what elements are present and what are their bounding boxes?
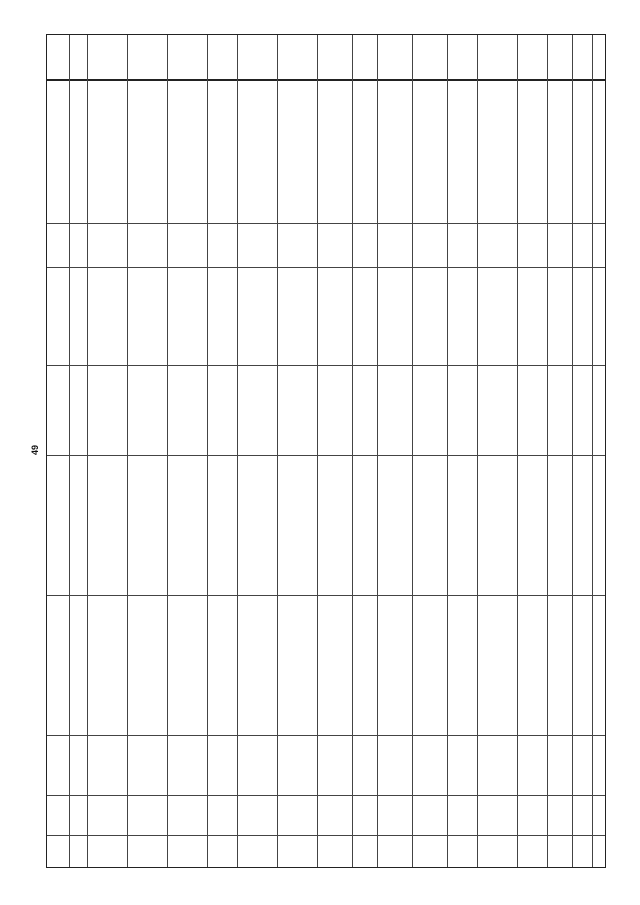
table-rule (207, 35, 208, 867)
table-rule (167, 35, 168, 867)
table-rule (477, 35, 478, 867)
table-rule (47, 79, 605, 81)
table-rule (47, 795, 605, 796)
table-rule (47, 835, 605, 836)
table-rule (447, 35, 448, 867)
table-rule (87, 35, 88, 867)
table-rule (517, 35, 518, 867)
table-rule (317, 35, 318, 867)
table-rule (377, 35, 378, 867)
table-rule (47, 735, 605, 736)
table-rule (47, 223, 605, 224)
table-rule (237, 35, 238, 867)
table-rule (47, 595, 605, 596)
table-rule (47, 267, 605, 268)
table-rule (277, 35, 278, 867)
table-rule (47, 365, 605, 366)
table-rule (127, 35, 128, 867)
table-rule (352, 35, 353, 867)
table-rule (592, 35, 593, 867)
data-table (46, 34, 606, 868)
table-rule (572, 35, 573, 867)
page-number: 49 (30, 444, 41, 456)
table-rule (69, 35, 70, 867)
table-rule (547, 35, 548, 867)
table-rule (47, 455, 605, 456)
table-rule (412, 35, 413, 867)
